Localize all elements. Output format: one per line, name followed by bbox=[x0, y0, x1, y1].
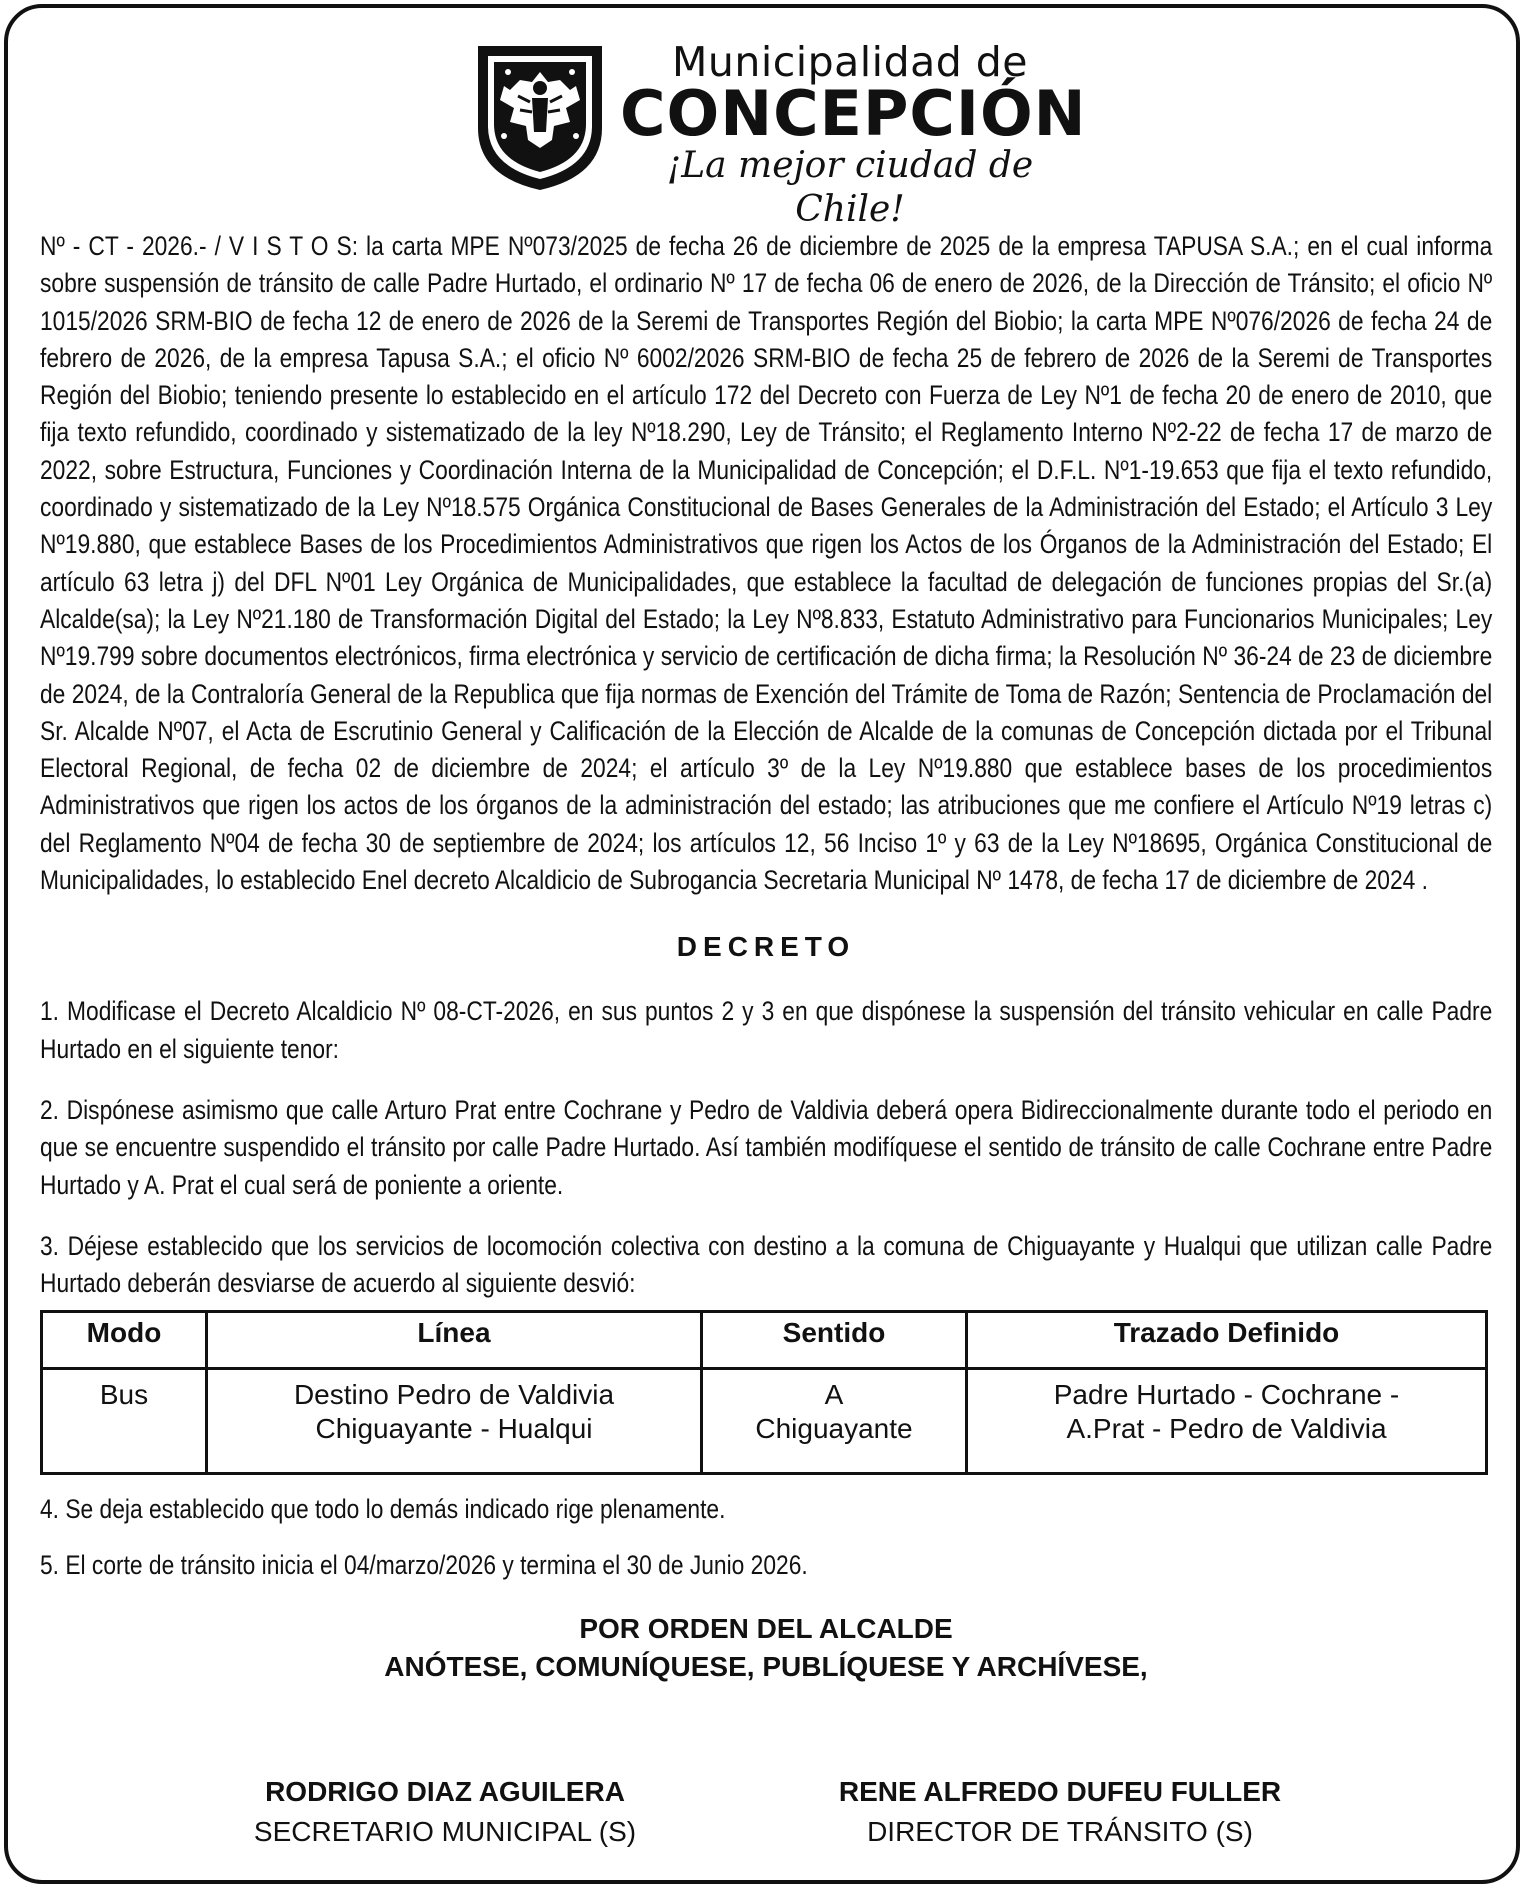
brand-slogan: ¡La mejor ciudad de Chile! bbox=[666, 145, 1034, 230]
header-sentido: Sentido bbox=[702, 1312, 967, 1369]
signature-right bbox=[800, 1772, 1320, 1852]
signature-left-name: RODRIGO DIAZ AGUILERA bbox=[265, 1776, 625, 1807]
order-line-2: ANÓTESE, COMUNÍQUESE, PUBLÍQUESE Y ARCHÍVESE, bbox=[384, 1651, 1148, 1683]
brand-block bbox=[620, 38, 1087, 232]
table-header-row bbox=[42, 1312, 1487, 1369]
cell-trazado-line1: Padre Hurtado - Cochrane - bbox=[1053, 1379, 1400, 1411]
cell-sentido-line1: A bbox=[824, 1379, 844, 1411]
signature-right-title: DIRECTOR DE TRÁNSITO (S) bbox=[867, 1816, 1253, 1847]
cell-modo: Bus bbox=[42, 1369, 207, 1474]
signature-left bbox=[185, 1772, 705, 1852]
header-modo: Modo bbox=[42, 1312, 207, 1369]
municipal-header bbox=[460, 30, 1087, 230]
vistos-paragraph: Nº - CT - 2026.- / V I S T O S: la carta MPE Nº073/2025 de fecha 26 de diciembre de 2025 de la empresa TAPUSA S.A.; en el cual informa sobre suspensión de tránsito de calle Padre Hurtado, el ordinario Nº 17 de fecha 06 de enero de 2026, de la Dirección de Tránsito; el oficio Nº 1015/2026 SRM-BIO de fecha 12 de enero de 2026 de la Seremi de Transportes Región del Biobio; la carta MPE Nº076/2026 de fecha 24 de febrero de 2026, de la empresa Tapusa S.A.; el oficio Nº 6002/2026 SRM-BIO de fecha 25 de febrero de 2026 de la Seremi de Transportes Región del Biobio; teniendo presente lo establecido en el artículo 172 del Decreto con Fuerza de Ley Nº1 de fecha 20 de enero de 2010, que fija texto refundido, coordinado y sistematizado de la ley Nº18.290, Ley de Tránsito; el Reglamento Interno Nº2-22 de fecha 17 de marzo de 2022, sobre Estructura, Funciones y Coordinación Interna de la Municipalidad de Concepción; el D.F.L. Nº1-19.653 que fija el texto refundido, coordinado y sistematizado de la Ley Nº18.575 Orgánica Constitucional de Bases Generales de la Administración del Estado; el Artículo 3 Ley Nº19.880, que establece Bases de los Procedimientos Administrativos que rigen los Actos de los Órganos de la Administración del Estado; El artículo 63 letra j) del DFL Nº01 Ley Orgánica de Municipalidades, que establece la facultad de delegación de funciones propias del Sr.(a) Alcalde(sa); la Ley Nº21.180 de Transformación Digital del Estado; la Ley Nº8.833, Estatuto Administrativo para Funcionarios Municipales; Ley Nº19.799 sobre documentos electrónicos, firma electrónica y servicio de certificación de dicha firma; la Resolución Nº 36-24 de 23 de diciembre de 2024, de la Contraloría General de la Republica que fija normas de Exención del Trámite de Toma de Razón; Sentencia de Proclamación del Sr. Alcalde Nº07, el Acta de Escrutinio General y Calificación de la Elección de Alcalde de la comunas de Concepción dictada por el Tribunal Electoral Regional, de fecha 02 de diciembre de 2024; el artículo 3º de la Ley Nº19.880 que establece bases de los procedimientos Administrativos que rigen los actos de los órganos de la administración del estado; las atribuciones que me confiere el Artículo Nº19 letras c) del Reglamento Nº04 de fecha 30 de septiembre de 2024; los artículos 12, 56 Inciso 1º y 63 de la Ley Nº18695, Orgánica Constitucional de Municipalidades, lo establecido Enel decreto Alcaldicio de Subrogancia Secretaria Municipal Nº 1478, de fecha 17 de diciembre de 2024 . bbox=[40, 231, 1493, 896]
brand-top-text: Municipalidad de bbox=[671, 38, 1029, 86]
point-3: 3. Déjese establecido que los servicios de locomoción colectiva con destino a la comuna de Chiguayante y Hualqui que utilizan calle Padre Hurtado deberán desviarse de acuerdo al siguiente desvió: bbox=[40, 1230, 1493, 1299]
cell-sentido-line2: Chiguayante bbox=[755, 1413, 913, 1445]
cell-linea-line2: Chiguayante - Hualqui bbox=[315, 1413, 593, 1445]
point-5: 5. El corte de tránsito inicia el 04/marzo/2026 y termina el 30 de Junio 2026. bbox=[40, 1549, 808, 1580]
signature-left-title: SECRETARIO MUNICIPAL (S) bbox=[253, 1816, 637, 1847]
cell-trazado bbox=[967, 1369, 1487, 1474]
municipal-shield-eagle-icon bbox=[470, 36, 610, 194]
cell-linea-line1: Destino Pedro de Valdivia bbox=[293, 1379, 615, 1411]
detour-table bbox=[40, 1310, 1488, 1475]
order-block bbox=[40, 1610, 1492, 1686]
header-trazado: Trazado Definido bbox=[967, 1312, 1487, 1369]
point-2: 2. Dispónese asimismo que calle Arturo Prat entre Cochrane y Pedro de Valdivia deberá opera Bidireccionalmente durante todo el periodo en que se encuentre suspendido el tránsito por calle Padre Hurtado. Así también modifíquese el sentido de tránsito de calle Cochrane entre Padre Hurtado y A. Prat el cual será de poniente a oriente. bbox=[40, 1094, 1493, 1200]
brand-main-text: CONCEPCIÓN bbox=[620, 77, 1087, 150]
header-linea: Línea bbox=[207, 1312, 702, 1369]
cell-linea bbox=[207, 1369, 702, 1474]
point-1: 1. Modificase el Decreto Alcaldicio Nº 08-CT-2026, en sus puntos 2 y 3 en que dispónese la suspensión del tránsito vehicular en calle Padre Hurtado en el siguiente tenor: bbox=[40, 996, 1493, 1064]
signature-block bbox=[40, 1772, 1492, 1862]
decreto-title: DECRETO bbox=[676, 931, 856, 963]
cell-trazado-line2: A.Prat - Pedro de Valdivia bbox=[1066, 1413, 1387, 1445]
order-line-1: POR ORDEN DEL ALCALDE bbox=[579, 1613, 953, 1645]
cell-sentido bbox=[702, 1369, 967, 1474]
point-4: 4. Se deja establecido que todo lo demás indicado rige plenamente. bbox=[40, 1494, 726, 1525]
signature-right-name: RENE ALFREDO DUFEU FULLER bbox=[838, 1776, 1282, 1807]
decree-body bbox=[40, 228, 1492, 1686]
table-row bbox=[42, 1369, 1487, 1474]
